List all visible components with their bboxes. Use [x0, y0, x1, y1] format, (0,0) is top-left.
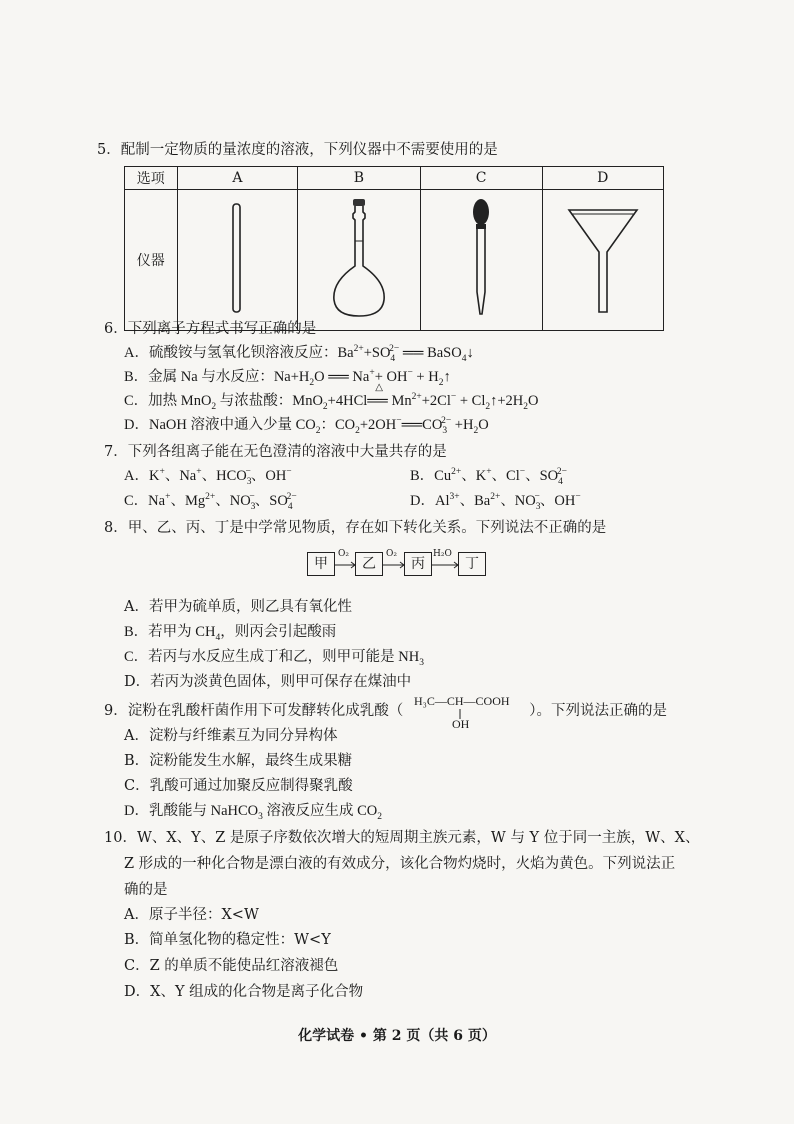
q10-option-a: A．原子半径：X<W	[124, 907, 259, 923]
q10-option-b: B．简单氢化物的稳定性：W<Y	[124, 932, 331, 948]
q9-stem-post: ）。下列说法正确的是	[529, 703, 667, 719]
glass-rod-icon	[222, 198, 252, 318]
q7-option-c: C．Na+、$Mg^{2+}$、$NO_3^-$、$SO_4^{2-}$	[124, 492, 297, 512]
q6-option-b: B．金属 Na 与水反应：$Na+H_2O$ ══ $Na^++ OH^- + H_2↑$	[124, 368, 451, 388]
q8-option-a: A．若甲为硫单质，则乙具有氧化性	[124, 599, 352, 615]
q6-option-d: D．NaOH 溶液中通入少量 $CO_2$：$CO_2+2OH^-══CO_3^{2-} +H_2O$	[124, 416, 489, 436]
q9-option-d: D．乳酸能与 NaHCO$_3$ 溶液反应生成 $CO_2$	[124, 803, 383, 822]
box-yi: 乙	[355, 552, 383, 576]
q7-stem: 7．下列各组离子能在无色澄清的溶液中大量共存的是	[104, 444, 447, 460]
q7-option-d-label: D．	[410, 493, 435, 509]
q6-stem: 6．下列离子方程式书写正确的是	[104, 321, 317, 337]
cell-b	[298, 190, 420, 331]
q7-option-d: D．$Al^{3+}$、$Ba^{2+}$、$NO_3^-$、OH−	[410, 492, 581, 512]
q8-option-b-pre: B．若甲为 CH	[124, 624, 216, 640]
q7-option-a-label: A．	[124, 468, 149, 484]
page-footer: 化学试卷 • 第 2 页（共 6 页）	[298, 1028, 496, 1044]
q6-option-c-text: C．加热 MnO	[124, 393, 212, 409]
q9-option-d-mid: 溶液反应生成 CO	[262, 803, 378, 819]
q9-option-b: B．淀粉能发生水解，最终生成果糖	[124, 753, 353, 769]
table-header-b: B	[298, 167, 420, 190]
q8-option-b: B．若甲为 $CH_4$，则丙会引起酸雨	[124, 624, 337, 643]
q6-option-d-mid: ：	[320, 417, 335, 433]
table-header-d: D	[542, 167, 663, 190]
arrow-label-1: O₂	[338, 549, 349, 559]
funnel-icon	[563, 196, 643, 320]
cell-a	[177, 190, 298, 331]
table-header-c: C	[420, 167, 542, 190]
q8-option-c-pre: C．若丙与水反应生成丁和乙，则甲可能是 NH	[124, 649, 420, 665]
q7-option-c-label: C．	[124, 493, 149, 509]
q10-stem-line3: 确的是	[124, 882, 168, 898]
q9-stem	[104, 700, 667, 722]
table-row-label: 仪器	[125, 190, 178, 331]
q7-option-a: A．K+、Na+、$HCO_3^-$、OH−	[124, 467, 292, 487]
cell-d	[542, 190, 663, 331]
table-header-a: A	[177, 167, 298, 190]
q5-stem: 5．配制一定物质的量浓度的溶液，下列仪器中不需要使用的是	[97, 142, 498, 158]
q6-option-c: C．加热 MnO$_2$ 与浓盐酸：MnO$_2$+4HCl △ ══ $Mn^{2+}+2Cl^-$ + $Cl_2↑+2H_2O$	[124, 382, 539, 412]
q6-option-a-text: A．硫酸铵与氢氧化钡溶液反应：	[124, 345, 338, 361]
q7-option-b-label: B．	[410, 468, 435, 484]
box-jia: 甲	[307, 552, 335, 576]
flow-arrows	[307, 552, 507, 578]
q9-option-c: C．乳酸可通过加聚反应制得聚乳酸	[124, 778, 353, 794]
table-header-option: 选项	[125, 167, 178, 190]
q8-option-b-post: ，则丙会引起酸雨	[220, 624, 337, 640]
q7-option-b: B．$Cu^{2+}$、K+、Cl−、$SO_4^{2-}$	[410, 467, 568, 487]
q10-option-d: D．X、Y 组成的化合物是离子化合物	[124, 984, 364, 1000]
q6-option-a: A．硫酸铵与氢氧化钡溶液反应：$Ba^{2+}+SO_4^{2-}$ ══ BaSO$_4$↓	[124, 344, 474, 364]
q9-option-a: A．淀粉与纤维素互为同分异构体	[124, 728, 338, 744]
volumetric-flask-icon	[324, 196, 394, 320]
dropper-icon	[461, 196, 501, 320]
box-ding: 丁	[458, 552, 486, 576]
q8-option-c: C．若丙与水反应生成丁和乙，则甲可能是 $NH_3$	[124, 649, 424, 668]
q9-option-d-pre: D．乳酸能与 NaHCO	[124, 803, 259, 819]
arrow-label-2: O₂	[386, 549, 397, 559]
lactic-acid-structure-top: H₃C—CH—COOH	[414, 694, 510, 708]
q10-stem-line1: 10．W、X、Y、Z 是原子序数依次增大的短周期主族元素，W 与 Y 位于同一主族，W、X、	[104, 830, 700, 846]
q8-option-d: D．若丙为淡黄色固体，则甲可保存在煤油中	[124, 674, 412, 690]
q6-option-c-mid: 与浓盐酸：	[216, 393, 293, 409]
cell-c	[420, 190, 542, 331]
q5-instrument-table	[124, 166, 664, 331]
q10-stem-line2: Z 形成的一种化合物是漂白液的有效成分，该化合物灼烧时，火焰为黄色。下列说法正	[124, 856, 676, 872]
q6-option-b-text: B．金属 Na 与水反应：	[124, 369, 274, 385]
arrow-label-3: H₂O	[433, 549, 452, 559]
q8-stem: 8．甲、乙、丙、丁是中学常见物质，存在如下转化关系。下列说法不正确的是	[104, 520, 607, 536]
q10-option-c: C．Z 的单质不能使品红溶液褪色	[124, 958, 339, 974]
lactic-acid-structure-oh: OH	[452, 717, 470, 731]
q6-option-d-text: D．NaOH 溶液中通入少量 CO	[124, 417, 316, 433]
box-bing: 丙	[404, 552, 432, 576]
q9-stem-pre: 9．淀粉在乳酸杆菌作用下可发酵转化成乳酸（	[104, 703, 404, 719]
